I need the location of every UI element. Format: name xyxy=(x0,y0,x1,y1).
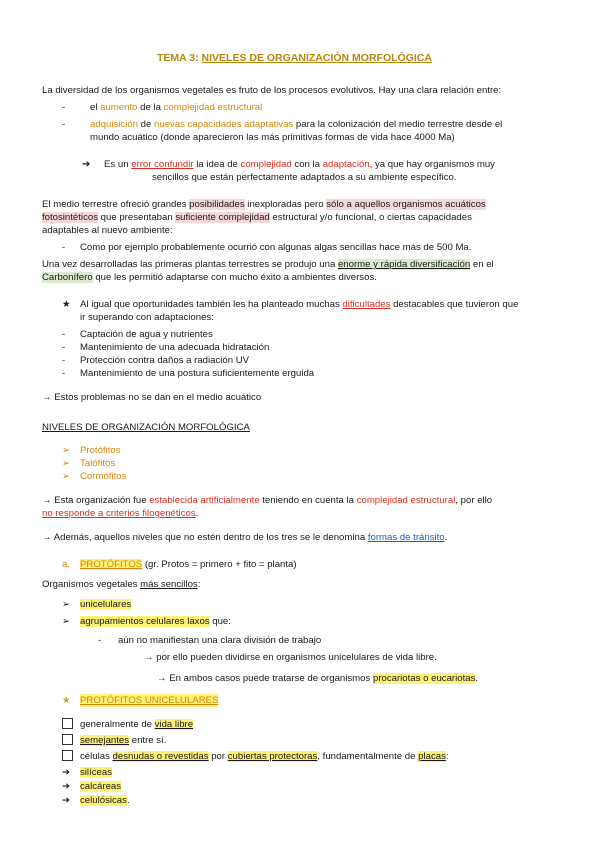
list-bullet: - xyxy=(62,329,66,340)
page-title: TEMA 3: NIVELES DE ORGANIZACIÓN MORFOLÓGICA xyxy=(157,52,432,64)
dash: - xyxy=(62,242,66,253)
check-item: semejantes entre sí. xyxy=(80,735,167,746)
relation-item-1: - xyxy=(62,102,66,113)
unicelular-heading: PROTÓFITOS UNICELULARES xyxy=(80,695,219,706)
star-icon: ★ xyxy=(62,299,71,310)
intro-paragraph: La diversidad de los organismos vegetales es fruto de los procesos evolutivos. Hay una clara relación entre: xyxy=(42,85,502,96)
terrestrial-line-3: adaptables al nuevo ambiente: xyxy=(42,225,173,236)
error-note: Es un error confundir la idea de complejidad con la adaptación, ya que hay organismos muy xyxy=(104,159,495,170)
relation-item-2: - xyxy=(62,119,66,130)
arrow-icon: ➔ xyxy=(62,795,71,806)
relation-item-2-text: adquisición de nuevas capacidades adaptativas para la colonización del medio terrestre desde el xyxy=(90,119,503,130)
checkbox-icon[interactable] xyxy=(62,718,73,732)
list-item: Captación de agua y nutrientes xyxy=(80,329,213,340)
difficulties-paragraph: Al igual que oportunidades también les ha planteado muchas dificultades destacables que tuvieron que xyxy=(80,299,519,310)
list-item: Mantenimiento de una postura suficientemente erguida xyxy=(80,368,315,379)
division-line-1: aún no manifiestan una clara división de trabajo xyxy=(118,635,322,646)
plate-item: celulósicas. xyxy=(80,795,130,806)
simple-item: unicelulares xyxy=(80,599,132,610)
organization-note-cont: no responde a criterios filogenéticos. xyxy=(42,508,199,519)
arrow-icon: ➔ xyxy=(82,159,91,170)
simplest-line: Organismos vegetales más sencillos: xyxy=(42,579,201,590)
list-item: Protección contra daños a radiación UV xyxy=(80,355,250,366)
terrestrial-line-2: fotosintéticos que presentaban suficiente complejidad estructural y/o funcional, o ciertas capacidades xyxy=(42,212,472,223)
difficulties-line-2: ir superando con adaptaciones: xyxy=(80,312,214,323)
organization-note: → Esta organización fue establecida artificialmente teniendo en cuenta la complejidad estructural, por ello xyxy=(42,495,493,506)
checkbox-icon[interactable] xyxy=(62,734,73,748)
list-bullet: - xyxy=(62,355,66,366)
relation-item-2-cont: mundo acuático (donde aparecieron las más primitivas formas de vida hace 4000 Ma) xyxy=(90,132,455,143)
example-text: Como por ejemplo probablemente ocurrió con algunas algas sencillas hace más de 500 Ma. xyxy=(80,242,472,253)
aquatic-note: → Estos problemas no se dan en el medio acuático xyxy=(42,392,262,403)
check-item: células desnudas o revestidas por cubiertas protectoras, fundamentalmente de placas: xyxy=(80,751,449,762)
division-line-3: → En ambos casos puede tratarse de organismos procariotas o eucariotas. xyxy=(157,673,479,684)
arrow-icon: ➔ xyxy=(62,767,71,778)
arrowhead-icon: ➢ xyxy=(62,445,71,456)
level-item: Cormófitos xyxy=(80,471,127,482)
arrowhead-icon: ➢ xyxy=(62,471,71,482)
relation-item-1-text: el aumento de la complejidad estructural xyxy=(90,102,263,113)
dash: - xyxy=(98,635,102,646)
list-bullet: - xyxy=(62,368,66,379)
simple-item: agrupamientos celulares laxos que: xyxy=(80,616,231,627)
protofitos-heading: PROTÓFITOS (gr. Protos = primero + fito = planta) xyxy=(80,559,297,570)
list-item: Mantenimiento de una adecuada hidratación xyxy=(80,342,270,353)
section-heading: NIVELES DE ORGANIZACIÓN MORFOLÓGICA xyxy=(42,422,250,433)
transit-note: → Además, aquellos niveles que no estén dentro de los tres se le denomina formas de tránsito. xyxy=(42,532,448,543)
arrowhead-icon: ➢ xyxy=(62,616,71,627)
plate-item: calcáreas xyxy=(80,781,122,792)
list-bullet: - xyxy=(62,342,66,353)
star-icon: ★ xyxy=(62,695,71,706)
diversification-paragraph: Una vez desarrolladas las primeras plantas terrestres se produjo una enorme y rápida diversificación en el xyxy=(42,259,494,270)
section-letter: a. xyxy=(62,559,71,570)
level-item: Talófitos xyxy=(80,458,116,469)
arrowhead-icon: ➢ xyxy=(62,599,71,610)
error-note-cont: sencillos que están perfectamente adaptados a su ambiente específico. xyxy=(152,172,457,183)
terrestrial-paragraph: El medio terrestre ofreció grandes posibilidades inexploradas pero sólo a aquellos organismos acuáticos xyxy=(42,199,486,210)
arrow-icon: ➔ xyxy=(62,781,71,792)
level-item: Protófitos xyxy=(80,445,121,456)
division-line-2: → por ello pueden dividirse en organismos unicelulares de vida libre. xyxy=(144,652,437,663)
arrowhead-icon: ➢ xyxy=(62,458,71,469)
diversification-line-2: Carbonífero que les permitió adaptarse con mucho éxito a ambientes diversos. xyxy=(42,272,377,283)
checkbox-icon[interactable] xyxy=(62,750,73,764)
plate-item: silíceas xyxy=(80,767,112,778)
check-item: generalmente de vida libre xyxy=(80,719,194,730)
